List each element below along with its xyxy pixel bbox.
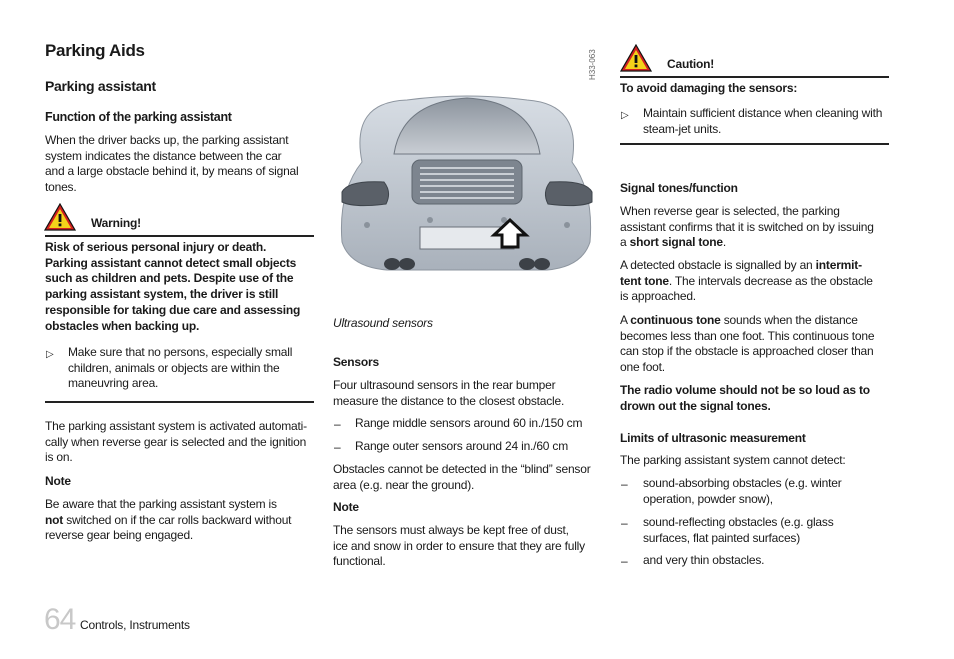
car-rear-illustration [332,42,602,300]
image-code: H33-063 [588,49,597,80]
warning-label: Warning! [91,216,141,230]
warning-rule [45,235,314,237]
dash-marker: – [621,554,628,568]
caution-end-rule [620,143,889,145]
sensor-note-paragraph: The sensors must always be kept free of dust, ice and snow in order to ensure that they are fully functional. [333,523,585,569]
section-title: Parking assistant [45,78,156,94]
limits-item-reflecting: sound-reflecting obstacles (e.g. glass surfaces, flat painted surfaces) [643,515,834,545]
caution-icon [620,44,652,72]
dash-marker: – [334,440,341,454]
signal-heading: Signal tones/function [620,181,738,195]
bullet-triangle-icon: ▷ [621,110,629,121]
limits-heading: Limits of ultrasonic measurement [620,431,806,445]
sensor-note-heading: Note [333,500,359,514]
dash-marker: – [334,417,341,431]
signal-paragraph-3: A continuous tone sounds when the distance becomes less than one foot. This continuous tone can stop if the obstacle is approached closer than one foot. [620,313,875,375]
function-heading: Function of the parking assistant [45,110,232,124]
range-item-outer: Range outer sensors around 24 in./60 cm [355,439,568,453]
warning-bullet: Make sure that no persons, especially small children, animals or objects are within the maneuvring area. [68,345,293,391]
bullet-triangle-icon: ▷ [46,349,54,360]
caution-rule [620,76,889,78]
warning-end-rule [45,401,314,403]
signal-paragraph-2: A detected obstacle is signalled by an intermit- tent tone. The intervals decrease as the obstacle is approached. [620,258,873,304]
radio-volume-warning: The radio volume should not be so loud as to drown out the signal tones. [620,383,870,413]
caution-bullet: Maintain sufficient distance when cleaning with steam-jet units. [643,106,883,136]
limits-item-absorbing: sound-absorbing obstacles (e.g. winter operation, powder snow), [643,476,842,506]
range-item-middle: Range middle sensors around 60 in./150 cm [355,416,583,430]
page-title: Parking Aids [45,41,145,60]
page-number: 64 [44,603,76,636]
note-paragraph: Be aware that the parking assistant system is not switched on if the car rolls backward without reverse gear being engaged. [45,497,292,543]
dash-marker: – [621,477,628,491]
caution-label: Caution! [667,57,715,71]
caution-heading: To avoid damaging the sensors: [620,81,798,95]
blind-area-paragraph: Obstacles cannot be detected in the “blind” sensor area (e.g. near the ground). [333,462,591,492]
sensors-heading: Sensors [333,355,379,369]
warning-icon [44,203,76,231]
note-heading: Note [45,474,71,488]
signal-paragraph-1: When reverse gear is selected, the parking assistant confirms that it is switched on by issuing a short signal tone. [620,204,874,250]
footer-section: Controls, Instruments [80,618,190,632]
function-paragraph: When the driver backs up, the parking assistant system indicates the distance between the car and a large obstacle behind it, by means of signal tones. [45,133,299,195]
warning-text: Risk of serious personal injury or death. Parking assistant cannot detect small objects such as children and pets. Despite use of the parking assistant system, the driver is still responsible for taking due care and assessing obstacles when backing up. [45,240,301,333]
activation-paragraph: The parking assistant system is activated automati- cally when reverse gear is selected and the ignition is on. [45,419,307,465]
limits-intro: The parking assistant system cannot detect: [620,453,846,467]
dash-marker: – [621,516,628,530]
sensors-paragraph: Four ultrasound sensors in the rear bumper measure the distance to the closest obstacle. [333,378,565,408]
limits-item-thin: and very thin obstacles. [643,553,765,567]
image-caption: Ultrasound sensors [333,316,433,330]
